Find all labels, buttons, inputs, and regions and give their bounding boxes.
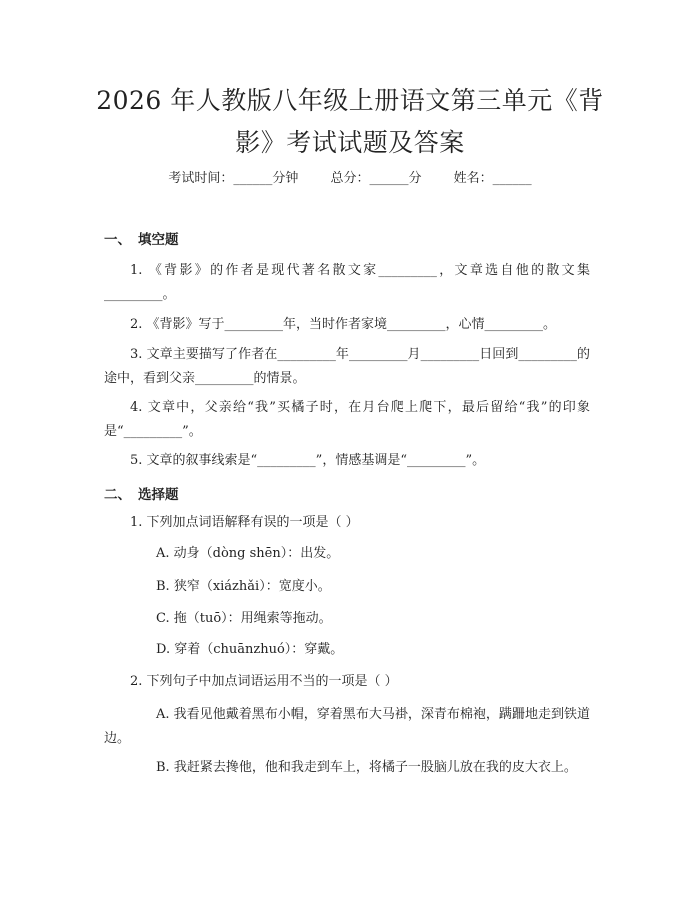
section-choice-heading xyxy=(104,486,179,504)
fill-question-2: 2. 《背影》写于_________年，当时作者家境_________，心情_________。 xyxy=(130,317,557,332)
choice-2-option-a: A. 我看见他戴着黑布小帽，穿着黑布大马褂，深青布棉袍，蹒跚地走到铁道边。 xyxy=(104,707,590,746)
section-fill-blank-heading xyxy=(104,231,179,249)
choice-question-2-stem: 2. 下列句子中加点词语运用不当的一项是（ ） xyxy=(130,674,398,689)
choice-1-option-c: C. 拖（tuō）：用绳索等拖动。 xyxy=(156,611,332,626)
total-score: 总分：______分 xyxy=(330,171,422,186)
fill-question-3: 3. 文章主要描写了作者在_________年_________月_________日回到_________的途中，看到父亲_________的情景。 xyxy=(104,347,590,386)
section-title: 填空题 xyxy=(138,232,179,248)
title-line-1: 2026 年人教版八年级上册语文第三单元《背 xyxy=(96,86,604,115)
choice-1-option-a: A. 动身（dòng shēn）：出发。 xyxy=(156,546,340,561)
section-number: 一、 xyxy=(104,232,131,248)
fill-question-5: 5. 文章的叙事线索是“_________”，情感基调是“_________”。 xyxy=(130,453,486,468)
section-title: 选择题 xyxy=(138,487,179,503)
choice-1-option-b: B. 狭窄（xiázhǎi）：宽度小。 xyxy=(156,579,331,594)
choice-question-1-stem: 1. 下列加点词语解释有误的一项是（ ） xyxy=(130,515,359,530)
student-name: 姓名：______ xyxy=(453,171,532,186)
fill-question-4: 4. 文章中，父亲给“我”买橘子时，在月台爬上爬下，最后留给“我”的印象是“_________”。 xyxy=(104,400,590,439)
exam-info xyxy=(0,170,700,188)
section-number: 二、 xyxy=(104,487,131,503)
title-line-2: 影》考试试题及答案 xyxy=(235,128,465,157)
choice-2-option-b: B. 我赶紧去搀他，他和我走到车上，将橘子一股脑儿放在我的皮大衣上。 xyxy=(156,760,577,775)
fill-question-1: 1. 《背影》的作者是现代著名散文家_________，文章选自他的散文集_________。 xyxy=(104,263,590,302)
choice-1-option-d: D. 穿着（chuānzhuó）：穿戴。 xyxy=(156,642,344,657)
exam-time: 考试时间：______分钟 xyxy=(168,171,299,186)
document-title xyxy=(60,80,640,164)
